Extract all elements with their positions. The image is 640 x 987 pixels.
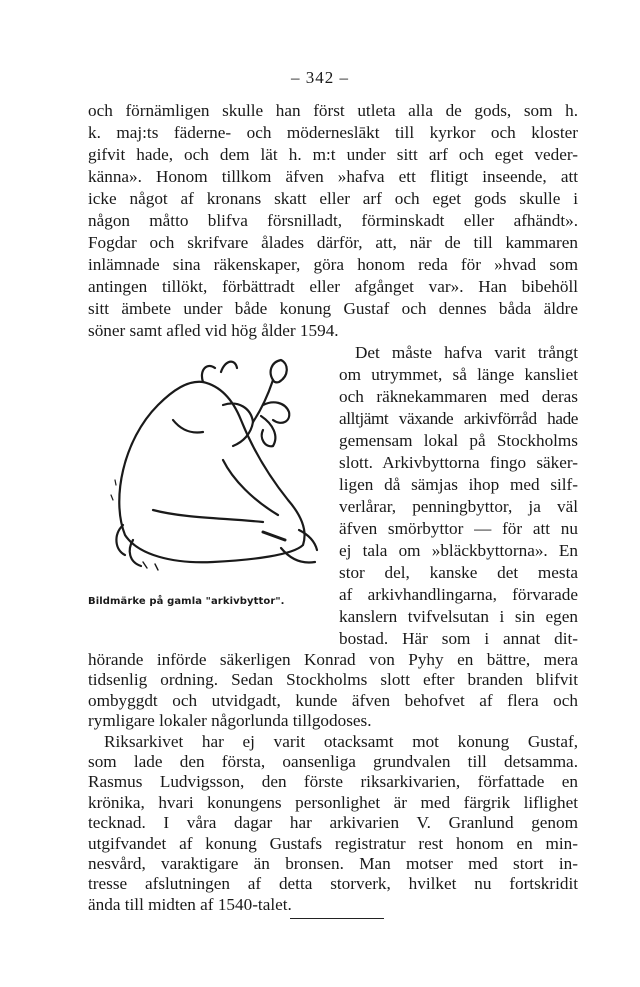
text-line: gemensam lokal på Stockholms xyxy=(339,431,578,450)
text-line: Rasmus Ludvigsson, den förste riksarkivarien, författade en xyxy=(88,772,578,792)
text-line: af arkivhandlingarna, förvarade xyxy=(339,585,578,604)
figure-caption: Bildmärke på gamla "arkivbyttor". xyxy=(88,596,285,607)
text-line: Det måste hafva varit trångt xyxy=(355,343,578,362)
text-line: antingen tillökt, förbättradt eller afgånget var». Han bibehöll xyxy=(88,277,578,296)
text-line: känna». Honom tillkom äfven »hafva ett flitigt inseende, att xyxy=(88,167,578,186)
archive-tub-illustration xyxy=(103,350,323,590)
text-line: tresse afslutningen af detta storverk, hvilket nu fortskridit xyxy=(88,874,578,894)
text-line: äfven smörbyttor — för att nu xyxy=(339,519,578,538)
text-line: som lade den första, oansenliga grundvalen till detsamma. xyxy=(88,752,578,771)
text-line: hörande införde säkerligen Konrad von Pyhy en bättre, mera xyxy=(88,650,578,669)
text-line: bostad. Här som i annat dit- xyxy=(339,629,578,648)
text-line: stor del, kanske det mesta xyxy=(339,563,578,582)
text-line: tidsenlig ordning. Sedan Stockholms slott efter branden blifvit xyxy=(88,670,578,690)
section-end-rule xyxy=(290,918,384,919)
text-line: nesvård, varaktigare än bronsen. Man motser med stort in- xyxy=(88,854,578,873)
text-line: k. maj:ts fäderne- och möderneslākt till kyrkor och kloster xyxy=(88,123,578,142)
text-line: sitt ämbete under både konung Gustaf och dennes båda äldre xyxy=(88,299,578,318)
text-line: ligen då sämjas ihop med silf- xyxy=(339,475,578,494)
text-line: någon måtto blifva försnilladt, förminskadt eller afhändt». xyxy=(88,211,578,230)
text-line: verlårar, penningbyttor, ja väl xyxy=(339,497,578,516)
text-line: utgifvandet af konung Gustafs registratur rest honom en min- xyxy=(88,833,578,853)
text-line: ej tala om »bläckbyttorna». En xyxy=(339,541,578,560)
text-line: och förnämligen skulle han först utleta alla de gods, som h. xyxy=(88,101,578,120)
text-line: krönika, hvari konungens personlighet är med färgrik liflighet xyxy=(88,792,578,812)
text-line: slott. Arkivbyttorna fingo säker- xyxy=(339,453,578,472)
text-line: gifvit hade, och dem lät h. m:t under sitt arf och eget veder- xyxy=(88,145,578,164)
text-line: tecknad. I våra dagar har arkivarien V. Granlund genom xyxy=(88,813,578,833)
page-number: – 342 – xyxy=(291,68,349,87)
text-line: rymligare lokaler någorlunda tillgodoses. xyxy=(88,711,372,731)
text-line: ända till midten af 1540-talet. xyxy=(88,894,292,914)
text-line: alltjämt växande arkivförråd hade xyxy=(339,409,578,428)
text-line: ombyggdt och utvidgadt, kunde äfven behofvet af flera och xyxy=(88,690,578,710)
text-line: om utrymmet, så länge kansliet xyxy=(339,365,578,384)
text-line: inlämnade sina räkenskaper, göra honom reda för »hvad som xyxy=(88,255,578,274)
text-line: kanslern tvifvelsutan i sin egen xyxy=(339,607,578,626)
text-line: icke något af kronans skatt eller arf och eget gods skulle i xyxy=(88,189,578,208)
text-line: Fogdar och skrifvare ålades därför, att, när de till kammaren xyxy=(88,233,578,252)
text-line: och räknekammaren med deras xyxy=(339,387,578,406)
text-line: söner samt afled vid hög ålder 1594. xyxy=(88,321,339,340)
text-line: Riksarkivet har ej varit otacksamt mot konung Gustaf, xyxy=(104,731,578,751)
